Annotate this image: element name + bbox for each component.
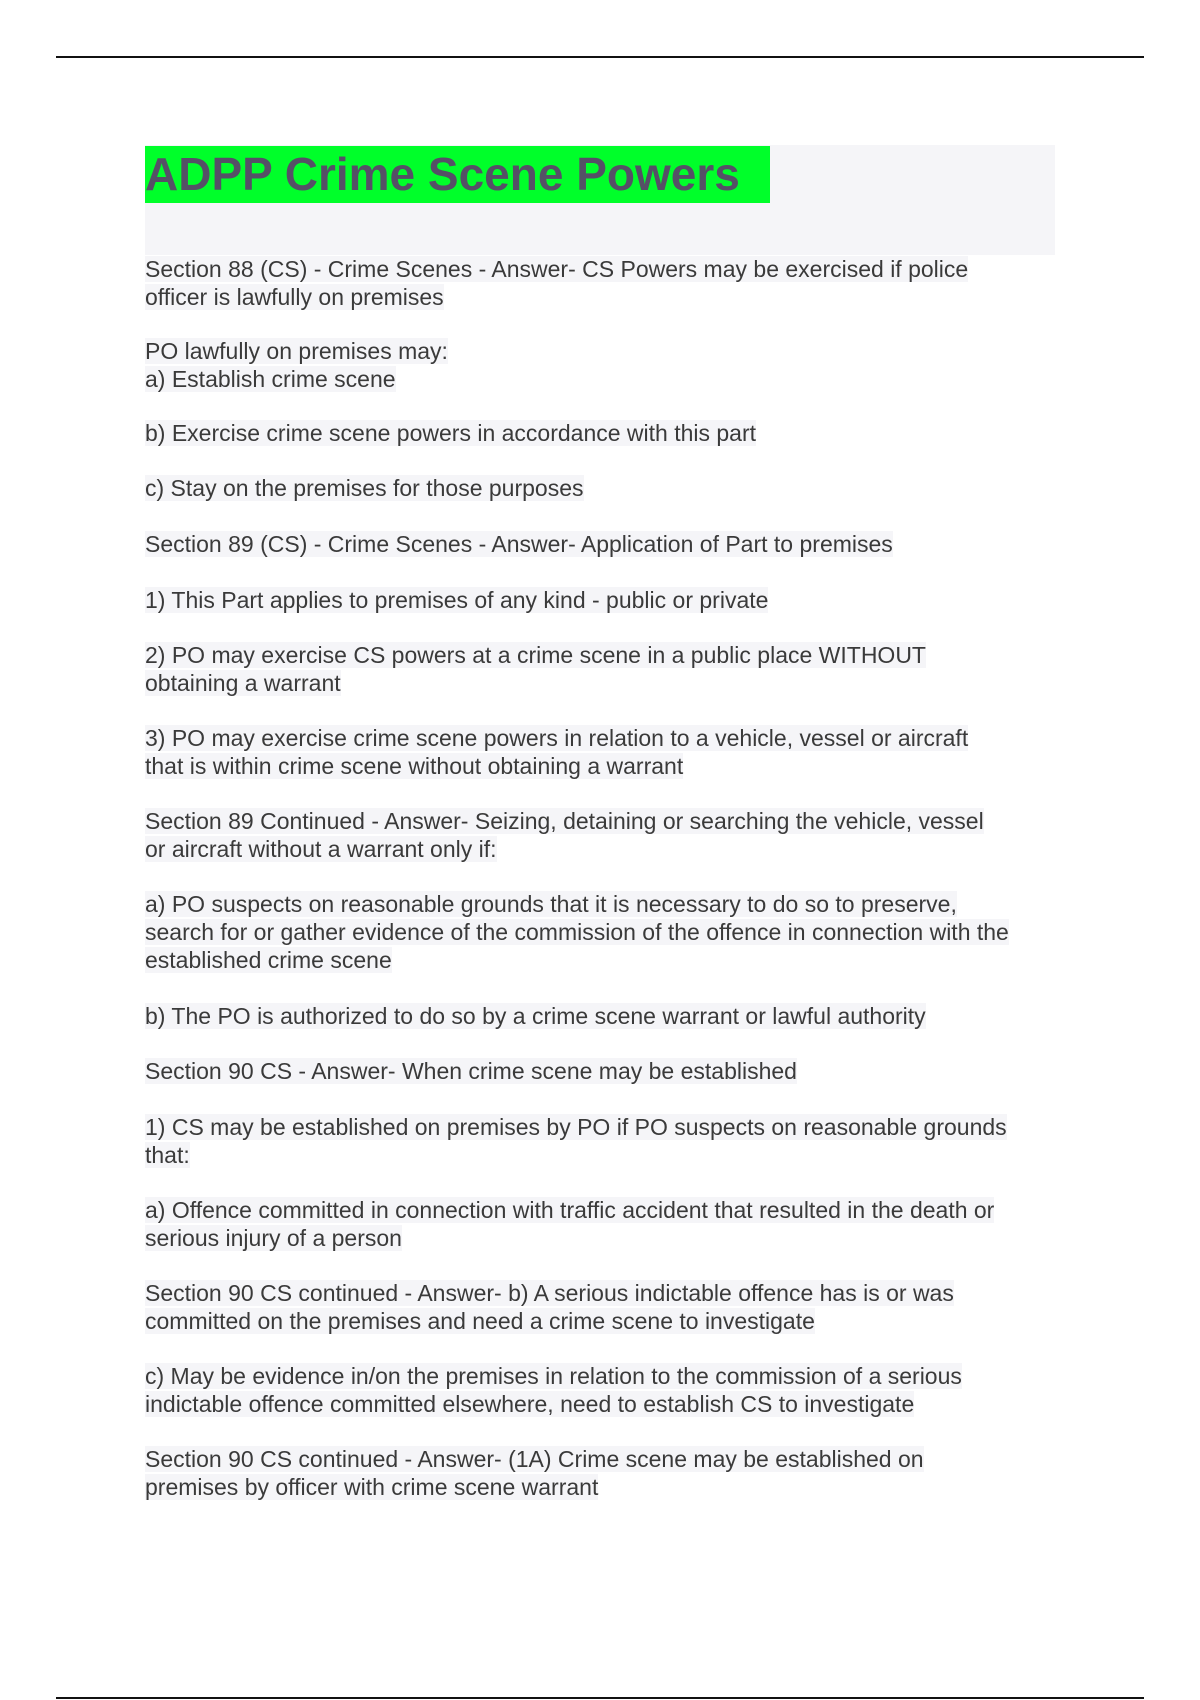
- paragraph: [145, 890, 1060, 974]
- paragraph: [145, 1057, 1060, 1085]
- text-line: b) Exercise crime scene powers in accordance with this part: [145, 420, 757, 446]
- paragraph: [145, 474, 1060, 502]
- text-line: PO lawfully on premises may:: [145, 338, 448, 364]
- text-line: 1) CS may be established on premises by PO if PO suspects on reasonable grounds: [145, 1114, 1007, 1140]
- paragraph: [145, 530, 1060, 558]
- text-line: established crime scene: [145, 947, 392, 973]
- text-line: Section 88 (CS) - Crime Scenes - Answer- CS Powers may be exercised if police: [145, 256, 969, 282]
- text-line: committed on the premises and need a crime scene to investigate: [145, 1308, 815, 1334]
- text-line: Section 89 (CS) - Crime Scenes - Answer- Application of Part to premises: [145, 531, 893, 557]
- paragraph: [145, 1362, 1060, 1418]
- text-line: or aircraft without a warrant only if:: [145, 836, 497, 862]
- text-line: c) Stay on the premises for those purposes: [145, 475, 584, 501]
- paragraph: [145, 724, 1060, 780]
- text-line: c) May be evidence in/on the premises in relation to the commission of a serious: [145, 1363, 962, 1389]
- text-line: search for or gather evidence of the commission of the offence in connection with the: [145, 919, 1009, 945]
- paragraph: [145, 1196, 1060, 1252]
- paragraph: [145, 641, 1060, 697]
- paragraph: [145, 807, 1060, 863]
- paragraph: [145, 419, 1060, 447]
- text-line: Section 90 CS continued - Answer- b) A serious indictable offence has is or was: [145, 1280, 954, 1306]
- text-line: 1) This Part applies to premises of any kind - public or private: [145, 587, 769, 613]
- text-line: indictable offence committed elsewhere, need to establish CS to investigate: [145, 1391, 915, 1417]
- text-line: premises by officer with crime scene warrant: [145, 1474, 599, 1500]
- text-line: obtaining a warrant: [145, 670, 341, 696]
- text-line: Section 89 Continued - Answer- Seizing, detaining or searching the vehicle, vessel: [145, 808, 984, 834]
- paragraph: [145, 586, 1060, 614]
- document-title: ADPP Crime Scene Powers: [145, 146, 770, 203]
- paragraph: [145, 1279, 1060, 1335]
- text-line: b) The PO is authorized to do so by a crime scene warrant or lawful authority: [145, 1003, 926, 1029]
- text-line: a) Establish crime scene: [145, 366, 396, 392]
- text-line: that:: [145, 1142, 190, 1168]
- paragraph: [145, 337, 1060, 393]
- text-line: a) Offence committed in connection with traffic accident that resulted in the death or: [145, 1197, 995, 1223]
- top-rule: [56, 56, 1144, 58]
- text-line: 2) PO may exercise CS powers at a crime scene in a public place WITHOUT: [145, 642, 926, 668]
- text-line: Section 90 CS continued - Answer- (1A) Crime scene may be established on: [145, 1446, 924, 1472]
- paragraph: [145, 1002, 1060, 1030]
- bottom-rule: [56, 1697, 1144, 1699]
- text-line: a) PO suspects on reasonable grounds that it is necessary to do so to preserve,: [145, 891, 957, 917]
- text-line: Section 90 CS - Answer- When crime scene may be established: [145, 1058, 797, 1084]
- text-line: serious injury of a person: [145, 1225, 402, 1251]
- paragraph: [145, 1113, 1060, 1169]
- text-line: 3) PO may exercise crime scene powers in relation to a vehicle, vessel or aircraft: [145, 725, 969, 751]
- paragraph: [145, 255, 1060, 311]
- text-line: that is within crime scene without obtaining a warrant: [145, 753, 684, 779]
- paragraph: [145, 1445, 1060, 1501]
- document-body: [145, 255, 1060, 1501]
- text-line: officer is lawfully on premises: [145, 284, 444, 310]
